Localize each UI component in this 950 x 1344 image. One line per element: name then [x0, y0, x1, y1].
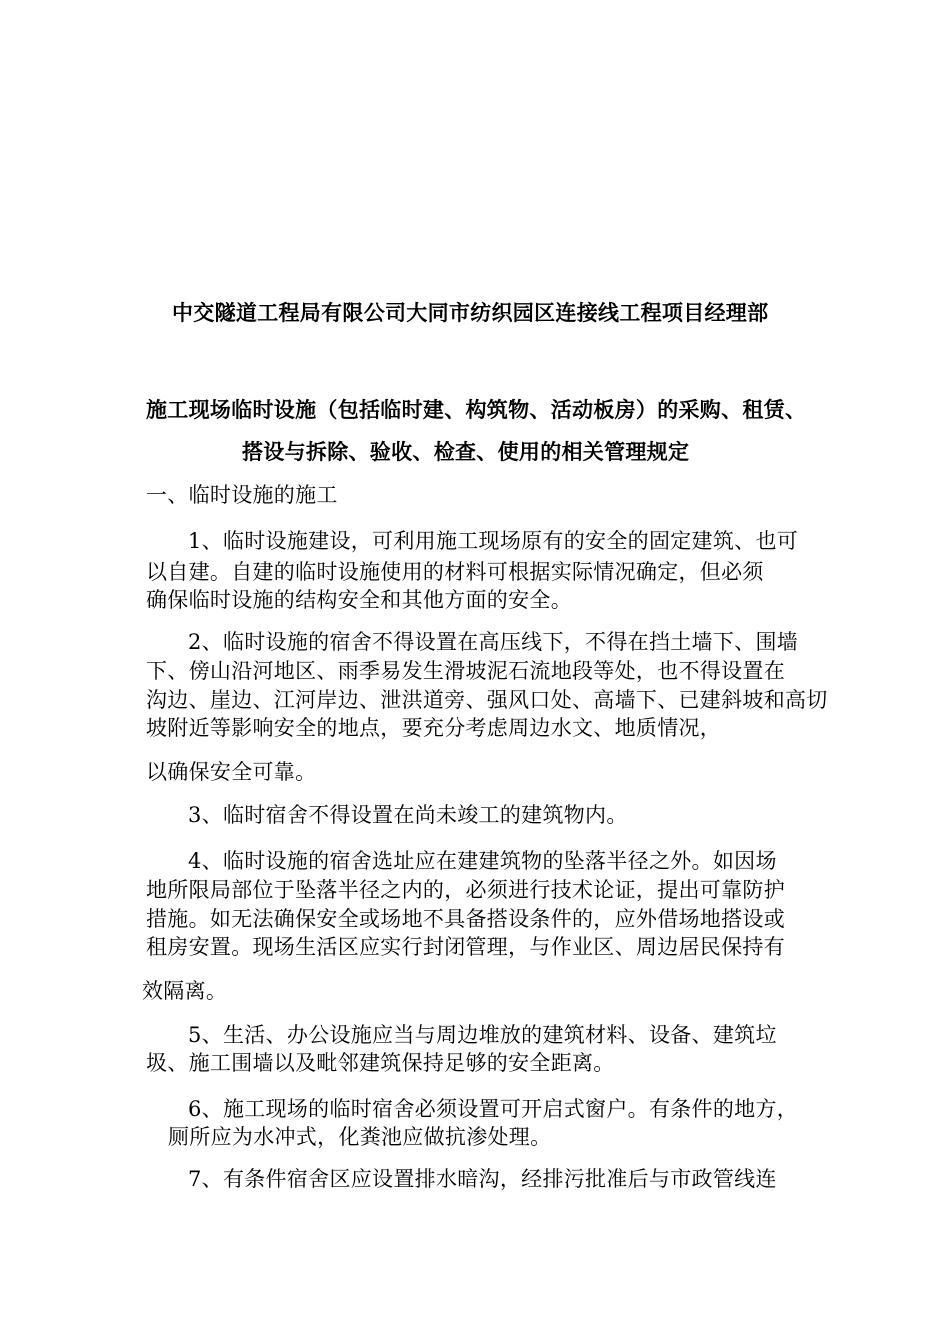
- paragraph-2-line-2: 下、傍山沿河地区、雨季易发生滑坡泥石流地段等处，也不得设置在: [146, 659, 785, 683]
- paragraph-1-line-3: 确保临时设施的结构安全和其他方面的安全。: [146, 588, 572, 612]
- paragraph-2-line-3: 沟边、崖边、江河岸边、泄洪道旁、强风口处、高墙下、已建斜坡和高切: [146, 688, 828, 712]
- company-heading: 中交隧道工程局有限公司大同市纺织园区连接线工程项目经理部: [172, 300, 769, 325]
- paragraph-4-line-5: 效隔离。: [142, 979, 228, 1003]
- paragraph-2-line-1: 2、临时设施的宿舍不得设置在高压线下，不得在挡土墙下、围墙: [188, 630, 799, 654]
- paragraph-6-line-1: 6、施工现场的临时宿舍必须设置可开启式窗户。有条件的地方，: [188, 1097, 799, 1121]
- paragraph-1-line-1: 1、临时设施建设，可利用施工现场原有的安全的固定建筑、也可: [188, 529, 799, 553]
- paragraph-6-line-2: 厕所应为水冲式，化粪池应做抗渗处理。: [168, 1125, 552, 1149]
- paragraph-4-line-1: 4、临时设施的宿舍选址应在建建筑物的坠落半径之外。如因场: [188, 849, 777, 873]
- paragraph-1-line-2: 以自建。自建的临时设施使用的材料可根据实际情况确定，但必须: [146, 560, 764, 584]
- paragraph-4-line-2: 地所限局部位于坠落半径之内的，必须进行技术论证，提出可靠防护: [146, 878, 785, 902]
- paragraph-7-line-1: 7、有条件宿舍区应设置排水暗沟，经排污批准后与市政管线连: [188, 1167, 777, 1191]
- section-heading: 一、临时设施的施工: [146, 483, 338, 507]
- paragraph-5-line-1: 5、生活、办公设施应当与周边堆放的建筑材料、设备、建筑垃: [188, 1023, 777, 1047]
- document-title-line-1: 施工现场临时设施（包括临时建、构筑物、活动板房）的采购、租赁、: [146, 397, 807, 422]
- paragraph-4-line-4: 租房安置。现场生活区应实行封闭管理，与作业区、周边居民保持有: [146, 935, 785, 959]
- paragraph-4-line-3: 措施。如无法确保安全或场地不具备搭设条件的，应外借场地搭设或: [146, 907, 785, 931]
- paragraph-3-line-1: 3、临时宿舍不得设置在尚未竣工的建筑物内。: [188, 803, 628, 827]
- paragraph-2-line-5: 以确保安全可靠。: [146, 760, 317, 784]
- paragraph-5-line-2: 圾、施工围墙以及毗邻建筑保持足够的安全距离。: [146, 1051, 615, 1075]
- document-title-line-2: 搭设与拆除、验收、检查、使用的相关管理规定: [242, 439, 690, 464]
- paragraph-2-line-4: 坡附近等影响安全的地点，要充分考虑周边水文、地质情况，: [146, 716, 722, 740]
